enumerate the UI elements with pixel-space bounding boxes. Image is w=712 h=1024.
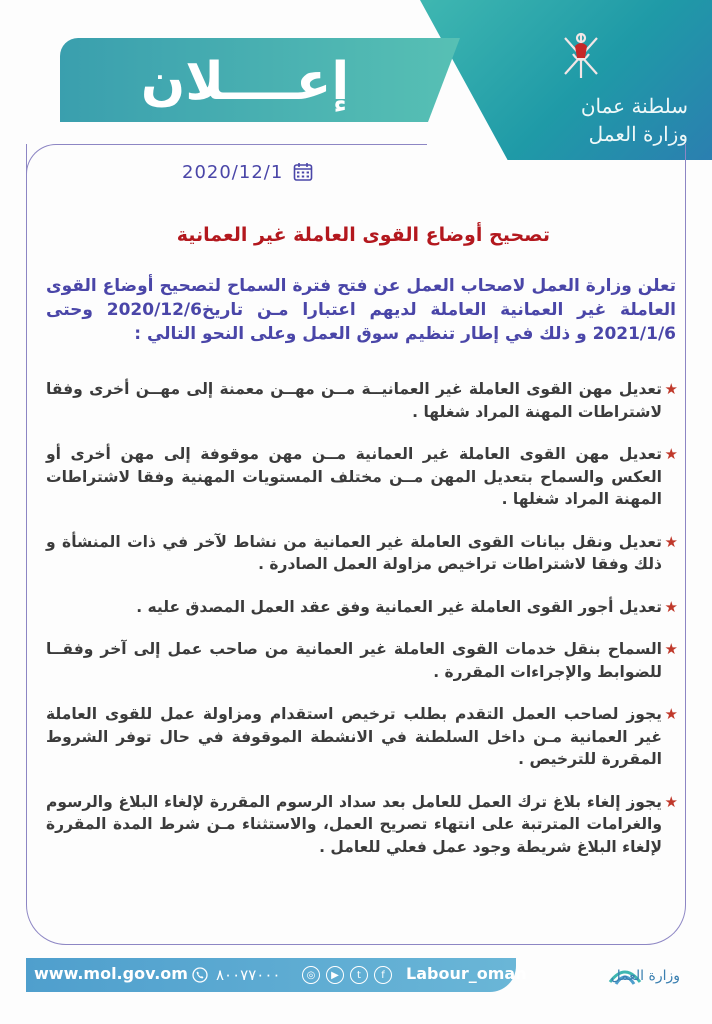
page-title: إعــــلان — [140, 52, 350, 112]
social-handle[interactable]: Labour_oman — [406, 964, 527, 983]
bullet-icon: ★ — [664, 380, 678, 398]
phone-number: ٨٠٠٧٧٠٠٠ — [216, 966, 281, 984]
website-link[interactable]: www.mol.gov.om — [34, 964, 188, 983]
list-item — [46, 638, 678, 683]
ministry-line-2: وزارة العمل — [588, 122, 688, 146]
list-item — [46, 378, 678, 423]
youtube-icon[interactable]: ▶ — [326, 966, 344, 984]
announcement-items — [46, 378, 678, 858]
list-item-text: السماح بنقل خدمات القوى العاملة غير العمانية من صاحب عمل إلى آخر وفقــا للضوابط والإجراءات المقررة . — [46, 640, 662, 681]
bullet-icon: ★ — [664, 597, 678, 616]
list-item — [46, 531, 678, 576]
bullet-icon: ★ — [664, 705, 678, 723]
list-item-text: يجوز إلغاء بلاغ ترك العمل للعامل بعد سداد الرسوم المقررة لإلغاء البلاغ والرسوم والغرامات المترتبة على انتهاء تصريح العمل، والاستثناء مـن شرط المدة المقررة لإلغاء البلاغ شريطة وجود عمل فعلي للعامل . — [46, 792, 662, 856]
phone-icon — [192, 967, 208, 983]
twitter-icon[interactable]: t — [350, 966, 368, 984]
ministry-name — [538, 92, 688, 148]
list-item-text: يجوز لصاحب العمل التقدم بطلب ترخيص استقدام ومزاولة عمل للقوى العاملة غير العمانية مـن داخل السلطنة في الانشطة الموقوفة في حال توفر الشروط المقررة للترخيص . — [46, 705, 662, 768]
footer-logos — [530, 948, 690, 1008]
calendar-icon — [293, 162, 313, 182]
oman-emblem-icon — [555, 28, 607, 84]
footer-bar — [26, 958, 527, 992]
bullet-icon: ★ — [664, 792, 678, 811]
footer-ministry-logo-text: وزارة العمل — [610, 968, 680, 984]
list-item-text: تعديل مهن القوى العاملة غير العمانية مــن مهن موقوفة إلى مهن أخرى أو العكس والسماح بتعديل المهن مــن مختلف المستويات المهنية وفقا لاشتراطات المهنة المراد شغلها . — [46, 445, 662, 508]
bullet-icon: ★ — [664, 532, 678, 551]
facebook-icon[interactable]: f — [374, 966, 392, 984]
list-item-text: تعديل ونقل بيانات القوى العاملة غير العمانية من نشاط لآخر في ذات المنشأة و ذلك وفقا لاشتراطات تراخيص مزاولة العمل الصادرة . — [46, 532, 662, 573]
list-item — [46, 443, 678, 511]
instagram-icon[interactable]: ◎ — [302, 966, 320, 984]
list-item-text: تعديل أجور القوى العاملة غير العمانية وفق عقد العمل المصدق عليه . — [136, 597, 662, 616]
announcement-intro: تعلن وزارة العمل لاصحاب العمل عن فتح فترة السماح لتصحيح أوضاع القوى العاملة غير العمانية العاملة لديهم اعتبارا مـن تاريخ2020/12/6 وحتى 2021/1/6 و ذلك في إطار تنظيم سوق العمل وعلى النحو التالي : — [46, 276, 676, 344]
ministry-line-1: سلطنة عمان — [580, 94, 688, 118]
bullet-icon: ★ — [664, 445, 678, 463]
list-item-text: تعديل مهن القوى العاملة غير العمانيــة مــن مهــن معمنة إلى مهــن أخرى وفقا لاشتراطات المهنة المراد شغلها . — [46, 380, 662, 421]
bullet-icon: ★ — [664, 640, 678, 658]
announcement-date: 2020/12/1 — [182, 161, 284, 183]
list-item — [46, 596, 678, 619]
list-item — [46, 791, 678, 859]
date-row — [182, 160, 313, 184]
announcement-subject: تصحيح أوضاع القوى العاملة غير العمانية — [176, 224, 550, 246]
list-item — [46, 703, 678, 771]
